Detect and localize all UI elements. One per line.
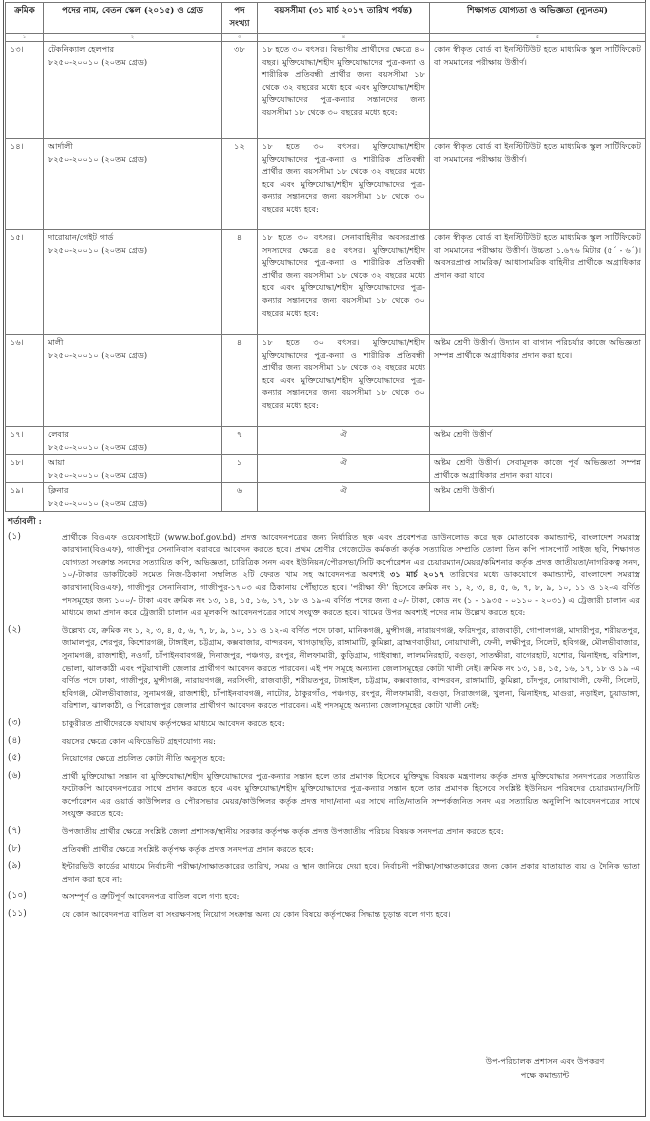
education-requirement: অষ্টম শ্রেণী উত্তীর্ণ — [434, 429, 492, 439]
table-row — [6, 42, 646, 139]
condition-number: (৬) — [8, 770, 21, 781]
serial-number: ১৮। — [10, 457, 24, 468]
age-limit: ১৮ হতে ৩০ বৎসর। বিভাগীয় প্রার্থীদের ক্ষেত্রে ৪০ বছর। মুক্তিযোদ্ধা/শহীদ মুক্তিযোদ্ধাদের পুত্র-কন্যা ও শারীরিক প্রতিবন্ধী প্রার্থীর জন্য বয়সসীমা ১৮ থেকে ৩২ বছরের মধ্যে হবে এবং মুক্তিযোদ্ধা/শহীদ মুক্তিযোদ্ধাদের পুত্র-কন্যার সন্তানদের জন্য বয়সসীমা ১৮ থেকে ৩০ বছরের মধ্যে হবে: — [262, 44, 425, 117]
posts-table — [5, 2, 646, 512]
condition-item — [8, 735, 642, 748]
column-index: ২ — [44, 34, 222, 42]
condition-item — [8, 531, 642, 619]
signature-subtitle: পক্ষে কমান্ড্যান্ট — [520, 1070, 570, 1080]
education-cell — [430, 42, 646, 139]
education-requirement: অষ্টম শ্রেণী উত্তীর্ণ। — [434, 485, 495, 496]
post-cell — [44, 427, 222, 455]
serial-number: ১৩। — [10, 44, 24, 54]
post-count-cell — [222, 335, 258, 427]
post-count-cell — [222, 483, 258, 511]
condition-text: উপজাতীয় প্রার্থীর ক্ষেত্রে সংশ্লিষ্ট জেলা প্রশাসক/স্থানীয় সরকার কর্তৃপক্ষ কর্তৃক প্রদত্ত উপজাতীয় পরিচয় বিষয়ক সনদপত্র প্রদান করতে হবে: — [62, 826, 504, 837]
header-post: পদের নাম, বেতন স্কেল (২০১৫) ও গ্রেড — [44, 3, 222, 34]
condition-text-part: প্রার্থীকে বিওএফ ওয়েবসাইটে (www.bof.gov.bd) প্রদত্ত আবেদনপত্রের জন্য নির্ধারিত ছক এবং প্রবেশপত্র ডাউনলোড করে ছক মোতাবেক কমান্ড্যান্ট, বাংলাদেশ সমরাস্ত্র কারখানা(বিওএফ), গাজীপুর সেনানিবাস বরাবরে আবেদন করতে হবে। প্রথম শ্রেণীর গেজেটেড কর্মকর্তা কর্তৃক সত্যায়িত সম্প্রতি তোলা তিন কপি পাসপোর্ট সাইজ ছবি, শিক্ষাগত যোগ্যতা সংক্রান্ত সনদের সত্যায়িত কপি, অভিজ্ঞতা, চারিত্রিক সনদ এবং ইউনিয়ন/পৌরসভা/সিটি কর্পোরেশন এর চেয়ারম্যান/মেয়র/কমিশনার কর্তৃক প্রদত্ত জাতীয়তা/নাগরিকত্ব সনদ, ১০/-টাকার ডাকটিকেট সমেত নিজ-ঠিকানা সম্বলিত ২টি ফেরত খাম সহ আবেদনপত্র অবশ্যই — [62, 531, 640, 580]
age-limit-cell — [258, 483, 430, 511]
post-cell — [44, 335, 222, 427]
age-limit-cell — [258, 42, 430, 139]
conditions-title: শর্তাবলী : — [8, 517, 42, 527]
condition-item — [8, 770, 642, 820]
age-limit-cell — [258, 139, 430, 230]
condition-number: (৫) — [8, 753, 21, 764]
post-count: ৪ — [236, 337, 243, 347]
post-name: আর্দালী — [48, 141, 73, 151]
header-serial: ক্রমিক — [6, 3, 44, 34]
condition-text: প্রতিবন্ধী প্রার্থীর ক্ষেত্রে সংশ্লিষ্ট কর্তৃপক্ষ কর্তৃক প্রদত্ত সনদপত্র প্রদান করতে হবে: — [62, 843, 314, 854]
age-limit: ঐ — [340, 457, 347, 468]
age-limit: ঐ — [340, 429, 347, 439]
post-count: ৩৮ — [234, 44, 245, 54]
education-requirement: কোন স্বীকৃত বোর্ড বা ইনস্টিটিউট হতে মাধ্যমিক স্কুল সার্টিফিকেট বা সমমানের পরীক্ষায় উত্তীর্ণ। উচ্চতা ১.৬৭৬ মিটার (৫´ - ৬´)। অবসরপ্রাপ্ত সামরিক/ আধাসামরিক বাহিনীর প্রার্থীকে অগ্রাধিকার প্রদান করা যাবে — [434, 232, 641, 280]
condition-text-part: তারিখের মধ্যে ডাকযোগে কমান্ড্যান্ট, বাংলাদেশ সমরাস্ত্র কারখানা(বিওএফ), গাজীপুর সেনানিবাস, গাজীপুর-১৭০৩ এর ঠিকানায় পৌঁছাতে হবে। 'পরীক্ষা ফী' হিসেবে ক্রমিক নং ১, ২, ৩, ৪, ৫, ৬, ৭, ৮, ৯, ১০, ১১ ও ১২-এ বর্ণিত পদসমূহের জন্য ১০০/- টাকা এবং ক্রমিক নং ১৩, ১৪, ১৫, ১৬, ১৭, ১৮ ও ১৯-এ বর্ণিত পদের জন্য ৫০/- টাকা, কোড নং (১ - ১৯৩৫ - ০১১০ - ২০৩১) এ ট্রেজারী চালান এর মাধ্যমে জমা প্রদান করে ট্রেজারী চালান এর মূলকপি আবেদনপত্রের সাথে সংযুক্ত করতে হবে। খামের উপর অবশ্যই পদের নাম উল্লেখ করতে হবে: — [62, 569, 640, 618]
post-count-cell — [222, 230, 258, 335]
post-count-cell — [222, 427, 258, 455]
condition-number: (৮) — [8, 843, 21, 854]
header-count: পদ সংখ্যা — [222, 3, 258, 34]
condition-item — [8, 843, 642, 856]
table-row — [6, 455, 646, 483]
post-name: আয়া — [48, 457, 65, 468]
column-index: ৩ — [222, 34, 258, 42]
table-row — [6, 483, 646, 511]
condition-text: প্রার্থী মুক্তিযোদ্ধা সন্তান বা মুক্তিযোদ্ধা/শহীদ মুক্তিযোদ্ধাদের পুত্র-কন্যার সন্তান হলে তার প্রমাণক হিসেবে মুক্তিযুদ্ধ বিষয়ক মন্ত্রণালয় কর্তৃক প্রদত্ত মুক্তিযোদ্ধার সনদপত্রের সত্যায়িত ফটোকপি আবেদনপত্রের সাথে প্রদান করতে হবে এবং মুক্তিযোদ্ধা/শহীদ মুক্তিযোদ্ধাদের পুত্র-কন্যার সন্তান হলে তার প্রমাণক হিসেবে সংশ্লিষ্ট ইউনিয়ন পরিষদের চেয়ারম্যান/সিটি কর্পোরেশন এর ওয়ার্ড কাউন্সিলর ও পৌরসভার মেয়র/কাউন্সিলর কর্তৃক প্রদত্ত দাদা/নানা এর সাথে নাতি/নাতনি সম্পর্কজনিত সনদ এর সত্যায়িত অনুলিপি আবেদনপত্রের সাথে সংযুক্ত করতে হবে: — [62, 770, 640, 819]
condition-text: যে কোন আবেদনপত্র বাতিল বা সংরক্ষণসহ নিয়োগ সংক্রান্ত অন্য যে কোন বিষয়ে কর্তৃপক্ষের সিদ্ধান্ত চূড়ান্ত বলে গণ্য হবে। — [62, 909, 451, 920]
table-row — [6, 139, 646, 230]
signature-block — [460, 1054, 630, 1082]
post-count-cell — [222, 139, 258, 230]
condition-item — [8, 624, 642, 712]
table-row — [6, 335, 646, 427]
post-cell — [44, 230, 222, 335]
post-name: মালী — [48, 337, 64, 347]
pay-scale: ৮২৫০-২০০১০ (২০তম গ্রেড) — [48, 153, 148, 164]
serial-number: ১৬। — [10, 337, 24, 347]
education-requirement: অষ্টম শ্রেণী উত্তীর্ণ। উদ্যান বা বাগান পরিচর্যার কাজে অভিজ্ঞতা সম্পন্ন প্রার্থীকে অগ্রাধিকার প্রদান করা হবে। — [434, 337, 641, 360]
post-name: দারোয়ান/গেইট গার্ড — [48, 232, 114, 242]
conditions-section — [8, 516, 642, 926]
condition-item — [8, 825, 642, 838]
condition-text: অসম্পূর্ণ ও ত্রুটিপূর্ণ আবেদনপত্র বাতিল বলে গণ্য হবে: — [62, 891, 240, 902]
column-index: ৪ — [258, 34, 430, 42]
condition-number: (১১) — [8, 909, 27, 920]
pay-scale: ৮২৫০-২০০১০ (২০তম গ্রেড) — [48, 441, 148, 452]
education-requirement: কোন স্বীকৃত বোর্ড বা ইনস্টিটিউট হতে মাধ্যমিক স্কুল সার্টিফিকেট বা সমমানের পরীক্ষায় উত্তীর্ণ। — [434, 141, 641, 164]
age-limit-cell — [258, 230, 430, 335]
condition-text: চাকুরীরত প্রার্থীদেরকে যথাযথ কর্তৃপক্ষের মাধ্যমে আবেদন করতে হবে: — [62, 717, 285, 728]
serial-cell — [6, 335, 44, 427]
post-name: ক্লিনার — [48, 485, 69, 496]
condition-text: নিয়োগের ক্ষেত্রে প্রচলিত কোটা নীতি অনুসৃত হবে: — [62, 753, 226, 764]
deadline-date: ৩১ মার্চ ২০১৭ — [390, 569, 445, 580]
column-index: ১ — [6, 34, 44, 42]
condition-item — [8, 717, 642, 730]
age-limit-cell — [258, 427, 430, 455]
post-count: ৭ — [236, 429, 243, 439]
education-cell — [430, 483, 646, 511]
condition-number: (১০) — [8, 891, 27, 902]
serial-cell — [6, 455, 44, 483]
serial-cell — [6, 230, 44, 335]
age-limit-cell — [258, 455, 430, 483]
condition-number: (২) — [8, 624, 21, 635]
education-cell — [430, 139, 646, 230]
post-count: ৬ — [236, 485, 243, 496]
post-cell — [44, 455, 222, 483]
education-requirement: অষ্টম শ্রেণী উত্তীর্ণ। সেবামূলক কাজে পূর্ব অভিজ্ঞতা সম্পন্ন প্রার্থীকে অগ্রাধিকার প্রদান করা যাবে। — [434, 457, 641, 480]
serial-cell — [6, 427, 44, 455]
post-cell — [44, 42, 222, 139]
condition-text — [62, 531, 642, 619]
serial-number: ১৪। — [10, 141, 24, 151]
serial-cell — [6, 139, 44, 230]
serial-cell — [6, 483, 44, 511]
column-index: ৫ — [430, 34, 646, 42]
post-cell — [44, 483, 222, 511]
pay-scale: ৮২৫০-২০০১০ (২০তম গ্রেড) — [48, 349, 148, 360]
serial-number: ১৯। — [10, 485, 24, 496]
serial-cell — [6, 42, 44, 139]
education-cell — [430, 230, 646, 335]
condition-text: উল্লেখ্য যে, ক্রমিক নং ১, ২, ৩, ৪, ৫, ৬, ৭, ৮, ৯, ১০, ১১ ও ১২-এ বর্ণিত পদে ঢাকা, মানিকগঞ্জ, মুন্সীগঞ্জ, নারায়ণগঞ্জ, ফরিদপুর, রাজবাড়ী, গোপালগঞ্জ, মাদারীপুর, শরীয়তপুর, জামালপুর, শেরপুর, কিশোরগঞ্জ, টাঙ্গাইল, চট্টগ্রাম, কক্সবাজার, বান্দরবন, খাগড়াছড়ি, রাঙ্গামাটি, কুমিল্লা, ব্রাহ্মণবাড়ীয়া, নোয়াখালী, ফেনী, লক্ষীপুর, সিলেট, হবিগঞ্জ, মৌলভীবাজার, সুনামগঞ্জ, রাজশাহী, নওগাঁ, চাঁপাইনবাবগঞ্জ, দিনাজপুর, পঞ্চগড়, রংপুর, নীলফামারী, কুড়িগ্রাম, গাইবান্ধা, লালমনিরহাট, বগুড়া, সাতক্ষীরা, বাগেরহাট, যশোর, ঝিনাইদহ, বরিশাল, ভোলা, ঝালকাঠী এবং পটুয়াখালী জেলার প্রার্থীগণ আবেদন করতে পারবেন। এই পদ সমূহে অন্যান্য জেলাসমূহের কোটা খালী নেই। ক্রমিক নং ১৩, ১৪, ১৫, ১৬, ১৭, ১৮ ও ১৯ -এ বর্ণিত পদে ঢাকা, গাজীপুর, মুন্সীগঞ্জ, নারায়ণগঞ্জ, নরসিংদী, রাজবাড়ী, শরীয়তপুর, টাঙ্গাইল, চট্টগ্রাম, কক্সবাজার, বান্দরবন, রাঙ্গামাটি, কুমিল্লা, চাঁদপুর, নোয়াখালী, ফেনী, সিলেট, হবিগঞ্জ, মৌলভীবাজার, সুনামগঞ্জ, রাজশাহী, চাঁপাইনবাবগঞ্জ, নাটোর, ঠাকুরগাঁও, পঞ্চগড়, রংপুর, নীলফামারী, বগুড়া, সিরাজগঞ্জ, খুলনা, ঝিনাইদহ, মাগুরা, নড়াইল, চুয়াডাঙ্গা, বরিশাল, ঝালকাঠী, ও পিরোজপুর জেলার প্রার্থীগণ আবেদন করতে পারবেন। এই পদসমূহে অন্যান্য জেলাসমূহের কোটা খালী নেই: — [62, 624, 641, 711]
age-limit: ১৮ হতে ৩০ বৎসর। মুক্তিযোদ্ধা/শহীদ মুক্তিযোদ্ধাদের পুত্র-কন্যা ও শারীরিক প্রতিবন্ধী প্রার্থীর জন্য বয়সসীমা ১৮ থেকে ৩২ বছরের মধ্যে হবে এবং মুক্তিযোদ্ধা/শহীদ মুক্তিযোদ্ধাদের পুত্র-কন্যার সন্তানদের জন্য বয়সসীমা ১৮ থেকে ৩০ বছরের মধ্যে হবে: — [262, 141, 425, 214]
condition-text: বয়সের ক্ষেত্রে কোন এফিডেভিট গ্রহণযোগ্য নয়: — [62, 735, 216, 746]
pay-scale: ৮২৫০-২০০১০ (২০তম গ্রেড) — [48, 469, 148, 480]
condition-number: (৪) — [8, 735, 21, 746]
pay-scale: ৮২৫০-২০০১০ (২০তম গ্রেড) — [48, 56, 148, 67]
table-header-row — [6, 3, 646, 34]
post-count: ১ — [236, 457, 243, 468]
table-row — [6, 427, 646, 455]
post-cell — [44, 139, 222, 230]
column-index-row — [6, 34, 646, 42]
education-cell — [430, 427, 646, 455]
post-count: ১২ — [234, 141, 245, 151]
signature-title: উপ-পরিচালক প্রশাসন এবং উপকরণ — [485, 1056, 605, 1066]
condition-text: ইন্টারভিউ কার্ডের মাধ্যমে নির্বাচনী পরীক্ষা/সাক্ষাতকারের তারিখ, সময় ও স্থান জানিয়ে দেয়া হবে। নির্বাচনী পরীক্ষা/সাক্ষাতকারের জন্য কোন প্রকার যাতায়াত ব্যয় ও দৈনিক ভাতা প্রদান করা হবে না: — [62, 861, 640, 884]
table-row — [6, 230, 646, 335]
condition-item — [8, 890, 642, 903]
pay-scale: ৮২৫০-২০০১০ (২০তম গ্রেড) — [48, 497, 148, 508]
condition-item — [8, 752, 642, 765]
age-limit-cell — [258, 335, 430, 427]
age-limit: ১৮ হতে ৩০ বৎসর। সেনাবাহিনীর অবসরপ্রাপ্ত সদস্যদের ক্ষেত্রে ৪৫ বৎসর। মুক্তিযোদ্ধা/শহীদ মুক্তিযোদ্ধাদের পুত্র-কন্যা ও শারীরিক প্রতিবন্ধী প্রার্থীর জন্য বয়সসীমা ১৮ থেকে ৩২ বছরের মধ্যে হবে এবং মুক্তিযোদ্ধা/শহীদ মুক্তিযোদ্ধাদের পুত্র-কন্যার সন্তানদের জন্য বয়সসীমা ১৮ থেকে ৩০ বছরের মধ্যে হবে: — [262, 232, 425, 318]
header-age: বয়সসীমা (৩১ মার্চ ২০১৭ তারিখ পর্যন্ত) — [258, 3, 430, 34]
age-limit: ১৮ হতে ৩০ বৎসর। মুক্তিযোদ্ধা/শহীদ মুক্তিযোদ্ধাদের পুত্র-কন্যা ও শারীরিক প্রতিবন্ধী প্রার্থীর জন্য বয়সসীমা ১৮ থেকে ৩২ বছরের মধ্যে হবে এবং মুক্তিযোদ্ধা/শহীদ মুক্তিযোদ্ধাদের পুত্র-কন্যার সন্তানদের জন্য বয়সসীমা ১৮ থেকে ৩০ বছরের মধ্যে হবে: — [262, 337, 425, 410]
header-education: শিক্ষাগত যোগ্যতা ও অভিজ্ঞতা (ন্যুনতম) — [430, 3, 646, 34]
education-requirement: কোন স্বীকৃত বোর্ড বা ইনস্টিটিউট হতে মাধ্যমিক স্কুল সার্টিফিকেট বা সমমানের পরীক্ষায় উত্তীর্ণ। — [434, 44, 641, 67]
condition-item — [8, 908, 642, 921]
post-count-cell — [222, 455, 258, 483]
condition-number: (১) — [8, 531, 21, 542]
condition-number: (৭) — [8, 826, 21, 837]
post-count: ৪ — [236, 232, 243, 242]
age-limit: ঐ — [340, 485, 347, 496]
serial-number: ১৫। — [10, 232, 24, 242]
condition-number: (৯) — [8, 861, 21, 872]
post-name: টেকনিক্যাল হেলপার — [48, 44, 115, 54]
serial-number: ১৭। — [10, 429, 24, 439]
education-cell — [430, 335, 646, 427]
post-name: লেবার — [48, 429, 69, 439]
condition-item — [8, 860, 642, 885]
pay-scale: ৮২৫০-২০০১০ (২০তম গ্রেড) — [48, 244, 148, 255]
post-count-cell — [222, 42, 258, 139]
education-cell — [430, 455, 646, 483]
condition-number: (৩) — [8, 717, 21, 728]
